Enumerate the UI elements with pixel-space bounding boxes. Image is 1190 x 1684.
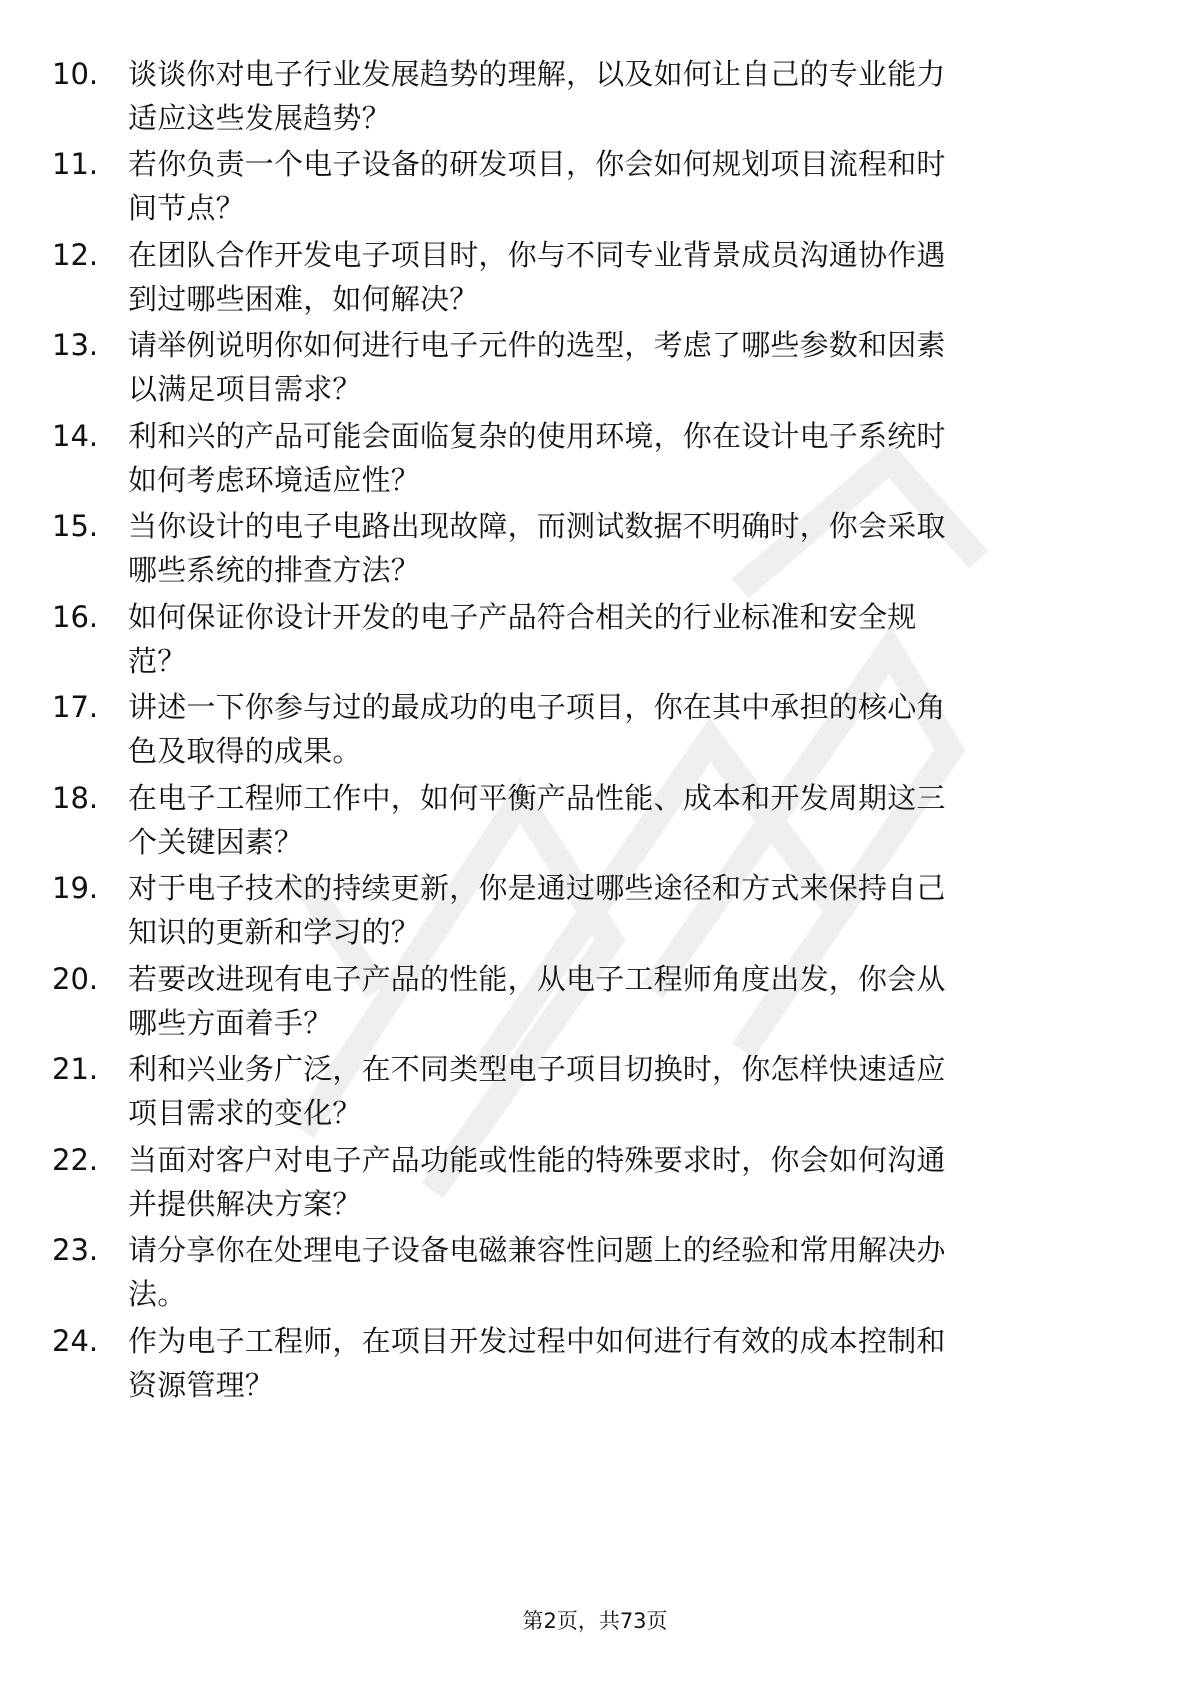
question-text-line: 色及取得的成果。 xyxy=(128,734,362,768)
question-text-line: 项目需求的变化？ xyxy=(128,1096,362,1130)
question-text-line: 哪些系统的排查方法？ xyxy=(128,553,421,587)
question-text-line: 利和兴业务广泛，在不同类型电子项目切换时，你怎样快速适应 xyxy=(128,1052,946,1086)
question-text-line: 间节点？ xyxy=(128,191,245,225)
question-text-line: 当你设计的电子电路出现故障，而测试数据不明确时，你会采取 xyxy=(128,509,946,543)
question-number: 10. xyxy=(52,57,99,91)
question-text-line: 到过哪些困难，如何解决？ xyxy=(128,282,479,316)
question-text-line: 哪些方面着手？ xyxy=(128,1006,333,1040)
question-item xyxy=(0,52,1190,142)
question-number: 18. xyxy=(52,781,99,815)
question-text-line: 如何保证你设计开发的电子产品符合相关的行业标准和安全规 xyxy=(128,600,917,634)
question-item xyxy=(0,957,1190,1047)
question-number: 21. xyxy=(52,1052,99,1086)
question-item xyxy=(0,504,1190,594)
question-number: 20. xyxy=(52,962,99,996)
question-text-line: 资源管理？ xyxy=(128,1368,275,1402)
question-text-line: 如何考虑环境适应性？ xyxy=(128,463,421,497)
question-text-line: 以满足项目需求？ xyxy=(128,372,362,406)
question-text-line: 当面对客户对电子产品功能或性能的特殊要求时，你会如何沟通 xyxy=(128,1143,946,1177)
question-text-line: 谈谈你对电子行业发展趋势的理解，以及如何让自己的专业能力 xyxy=(128,57,946,91)
question-item xyxy=(0,1319,1190,1409)
question-number: 12. xyxy=(52,238,99,272)
question-text-line: 利和兴的产品可能会面临复杂的使用环境，你在设计电子系统时 xyxy=(128,419,946,453)
question-number: 11. xyxy=(52,147,99,181)
question-item xyxy=(0,414,1190,504)
question-number: 17. xyxy=(52,690,99,724)
question-number: 22. xyxy=(52,1143,99,1177)
question-text-line: 在团队合作开发电子项目时，你与不同专业背景成员沟通协作遇 xyxy=(128,238,946,272)
question-number: 19. xyxy=(52,871,99,905)
question-number: 15. xyxy=(52,509,99,543)
question-item xyxy=(0,685,1190,775)
question-text-line: 若你负责一个电子设备的研发项目，你会如何规划项目流程和时 xyxy=(128,147,946,181)
question-item xyxy=(0,595,1190,685)
page-indicator: 第2页，共73页 xyxy=(522,1609,668,1633)
question-item xyxy=(0,1138,1190,1228)
question-number: 23. xyxy=(52,1233,99,1267)
question-text-line: 并提供解决方案？ xyxy=(128,1187,362,1221)
question-item xyxy=(0,776,1190,866)
question-text-line: 讲述一下你参与过的最成功的电子项目，你在其中承担的核心角 xyxy=(128,690,946,724)
question-number: 16. xyxy=(52,600,99,634)
question-item xyxy=(0,142,1190,232)
question-text-line: 请举例说明你如何进行电子元件的选型，考虑了哪些参数和因素 xyxy=(128,328,946,362)
question-number: 14. xyxy=(52,419,99,453)
question-number: 13. xyxy=(52,328,99,362)
question-text-line: 请分享你在处理电子设备电磁兼容性问题上的经验和常用解决办 xyxy=(128,1233,946,1267)
question-item xyxy=(0,1047,1190,1137)
question-text-line: 对于电子技术的持续更新，你是通过哪些途径和方式来保持自己 xyxy=(128,871,946,905)
question-item xyxy=(0,233,1190,323)
question-text-line: 在电子工程师工作中，如何平衡产品性能、成本和开发周期这三 xyxy=(128,781,946,815)
question-text-line: 若要改进现有电子产品的性能，从电子工程师角度出发，你会从 xyxy=(128,962,946,996)
question-text-line: 知识的更新和学习的？ xyxy=(128,915,421,949)
question-item xyxy=(0,1228,1190,1318)
question-item xyxy=(0,323,1190,413)
question-item xyxy=(0,866,1190,956)
question-text-line: 作为电子工程师，在项目开发过程中如何进行有效的成本控制和 xyxy=(128,1324,946,1358)
question-number: 24. xyxy=(52,1324,99,1358)
question-text-line: 范？ xyxy=(128,644,187,678)
question-text-line: 适应这些发展趋势？ xyxy=(128,101,391,135)
question-text-line: 法。 xyxy=(128,1277,187,1311)
question-text-line: 个关键因素？ xyxy=(128,825,304,859)
